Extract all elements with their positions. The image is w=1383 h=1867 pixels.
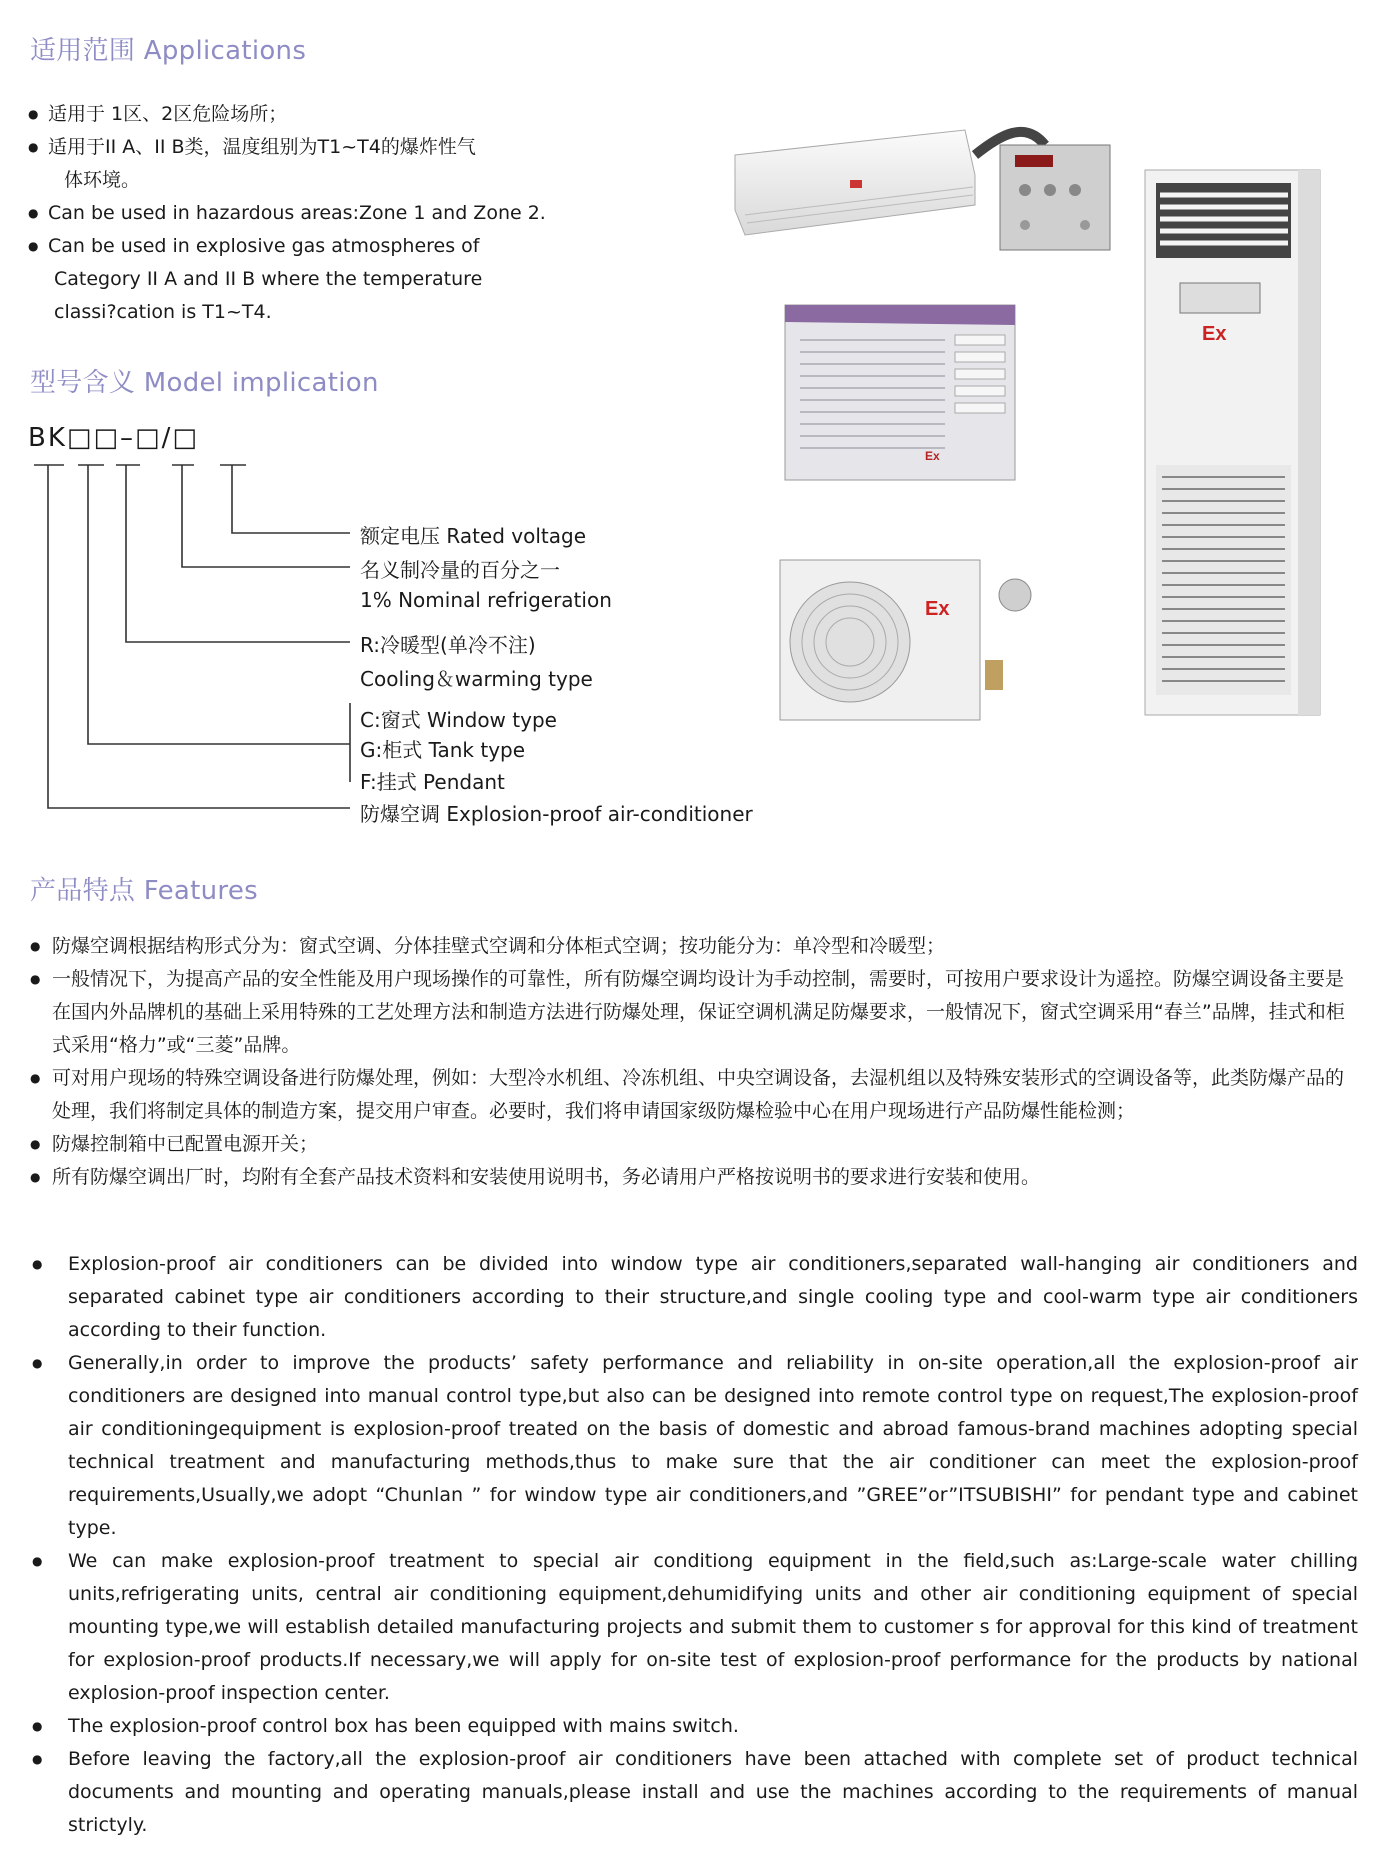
model-label-window: C:窗式 Window type (360, 708, 557, 732)
features-heading: 产品特点 Features (30, 876, 258, 906)
ex-mark: Ex (1202, 323, 1227, 345)
list-item: ● 适用于 1区、2区危险场所； (28, 98, 588, 131)
list-item: 体环境。 (64, 169, 141, 191)
list-item: ● 可对用户现场的特殊空调设备进行防爆处理，例如：大型冷水机组、冷冻机组、中央空调设备，去湿机组以及特殊安装形式的空调设备等，此类防爆产品的处理，我们将制定具体的制造方案，提交用户审查。必要时，我们将申请国家级防爆检验中心在用户现场进行产品防爆性能检测； (28, 1062, 1358, 1128)
ex-mark: Ex (925, 449, 940, 463)
list-item: Category II A and II B where the temperature (54, 268, 483, 290)
model-label-nominal-cn: 名义制冷量的百分之一 (360, 558, 560, 582)
list-item: ● Can be used in hazardous areas:Zone 1 and Zone 2. (28, 197, 588, 230)
model-heading: 型号含义 Model implication (30, 368, 379, 398)
list-item: ● The explosion-proof control box has been equipped with mains switch. (28, 1710, 1358, 1743)
list-item: ● We can make explosion-proof treatment to special air conditiong equipment in the field,such as:Large-scale water chilling units,refrigerating units, central air conditioning equipment,dehumidifying units and other air conditioning equipment of special mounting type,we will establish detailed manufacturing projects and submit them to customer s for approval for this kind of treatment for explosion-proof products.If necessary,we will apply for on-site test of explosion-proof performance for the products by national explosion-proof inspection center. (28, 1545, 1358, 1710)
model-label-nominal-en: 1% Nominal refrigeration (360, 588, 612, 612)
cabinet-unit-image (1140, 165, 1330, 720)
list-item: ● Generally,in order to improve the products’ safety performance and reliability in on-site operation,all the explosion-proof air conditioners are designed into manual control type,but also can be designed into remote control type on request,The explosion-proof air conditioningequipment is explosion-proof treated on the basis of domestic and abroad famous-brand machines adopting special technical treatment and manufacturing methods,thus to make sure that the air conditioner can meet the explosion-proof requirements,Usually,we adopt “Chunlan ” for window type air conditioners,and ”GREE”or”ITSUBISHI” for pendant type and cabinet type. (28, 1347, 1358, 1545)
window-unit-image (780, 300, 1020, 485)
model-label-type-en: Cooling＆warming type (360, 667, 593, 691)
list-item: classi?cation is T1~T4. (54, 301, 272, 323)
list-item: ● Can be used in explosive gas atmospheres of (28, 230, 588, 263)
outdoor-unit-image (775, 550, 1035, 725)
list-item: ● 防爆空调根据结构形式分为：窗式空调、分体挂壁式空调和分体柜式空调；按功能分为：单冷型和冷暖型； (28, 930, 1358, 963)
model-label-explosion-proof: 防爆空调 Explosion-proof air-conditioner (360, 802, 753, 826)
list-item: ● Before leaving the factory,all the explosion-proof air conditioners have been attached with complete set of product technical documents and mounting and operating manuals,please install and use the machines according to the requirements of manual strictyly. (28, 1743, 1358, 1842)
model-code: BK□□–□/□ (28, 423, 199, 453)
model-label-type-cn: R:冷暖型(单冷不注) (360, 633, 536, 657)
features-list-cn (28, 930, 1358, 1194)
list-item: ● 防爆控制箱中已配置电源开关； (28, 1128, 1358, 1161)
list-item: ● 所有防爆空调出厂时，均附有全套产品技术资料和安装使用说明书，务必请用户严格按说明书的要求进行安装和使用。 (28, 1161, 1358, 1194)
model-label-rated-voltage: 额定电压 Rated voltage (360, 524, 586, 548)
model-diagram-lines (0, 455, 370, 815)
model-label-tank: G:柜式 Tank type (360, 738, 526, 762)
list-item: ● Explosion-proof air conditioners can be divided into window type air conditioners,separated wall-hanging air conditioners and separated cabinet type air conditioners according to their structure,and single cooling type and cool-warm type air conditioners according to their function. (28, 1248, 1358, 1347)
applications-list (28, 98, 588, 329)
wall-mounted-unit-image (725, 115, 1125, 265)
applications-heading: 适用范围 Applications (30, 36, 307, 66)
list-item: ● 适用于II A、II B类，温度组别为T1~T4的爆炸性气 (28, 131, 588, 164)
list-item: ● 一般情况下，为提高产品的安全性能及用户现场操作的可靠性，所有防爆空调均设计为手动控制，需要时，可按用户要求设计为遥控。防爆空调设备主要是在国内外品牌机的基础上采用特殊的工艺处理方法和制造方法进行防爆处理，保证空调机满足防爆要求，一般情况下，窗式空调采用“春兰”品牌，挂式和柜式采用“格力”或“三菱”品牌。 (28, 963, 1358, 1062)
ex-mark: Ex (925, 598, 950, 620)
model-label-pendant: F:挂式 Pendant (360, 770, 505, 794)
features-list-en (28, 1248, 1358, 1842)
